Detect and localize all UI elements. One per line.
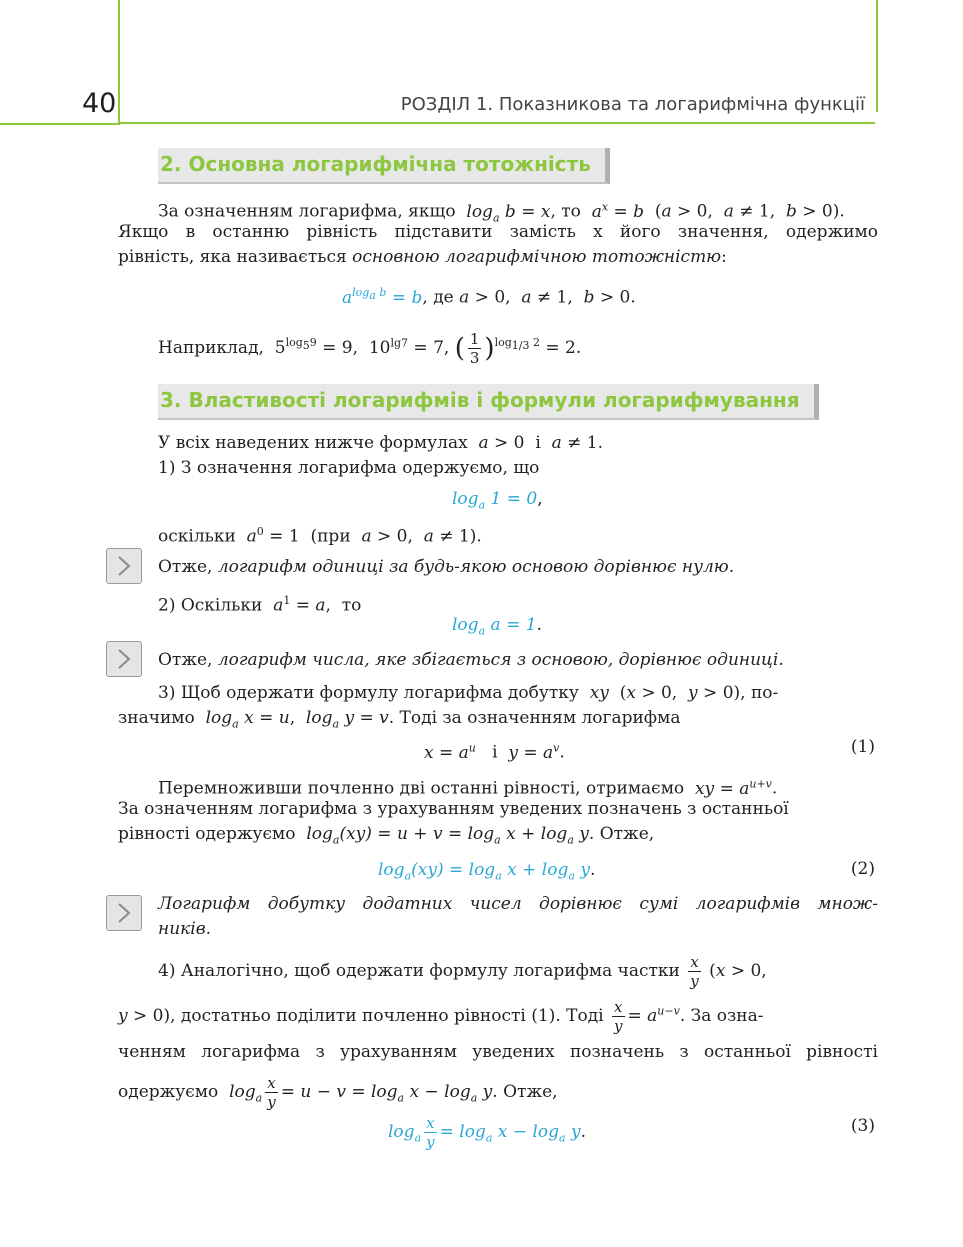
list-item: 2) Оскільки $a^1 = a$, то xyxy=(158,594,362,616)
rule-marker-icon xyxy=(106,548,142,584)
rule-marker-icon xyxy=(106,895,142,931)
formula-log-base: $\log_a a = 1$. xyxy=(452,615,542,638)
page-frame-left xyxy=(118,0,120,124)
equation-3: $\log_a$ $\frac{x}{y}$ = $\log_a x - \log_a y$. xyxy=(388,1114,586,1151)
paragraph-line: Перемноживши почленно дві останні рівності, отримаємо xy = $a^{u+v}$. xyxy=(158,777,778,799)
equation-number: (2) xyxy=(850,859,875,879)
equation-1: $x = a^u$ і $y = a^v$. xyxy=(424,741,565,763)
equation-2: $\log_a(xy) = \log_a x + \log_a y$. xyxy=(378,860,596,883)
paragraph-line: ченням логарифма з урахуванням уведених позначень з останньої рівності xyxy=(118,1042,878,1062)
paragraph-line: оскільки $a^0 = 1$ (при a > 0, a ≠ 1). xyxy=(158,525,482,547)
paragraph-line: одержуємо $\log_a$ $\frac{x}{y}$ = $u - v = \log_a x - \log_a y$. Отже, xyxy=(118,1074,558,1111)
paragraph-line: Якщо в останню рівність підставити замість x його значення, одержимо xyxy=(118,222,878,242)
rule-text: Логарифм добутку додатних чисел дорівнює сумі логарифмів множ- xyxy=(158,894,878,914)
page-frame-line xyxy=(0,123,120,125)
equation-number: (1) xyxy=(850,737,875,757)
running-head: РОЗДІЛ 1. Показникова та логарифмічна функції xyxy=(400,94,865,115)
rule-text: Отже, логарифм одиниці за будь-якою основою дорівнює нулю. xyxy=(158,557,735,577)
example-line: Наприклад, $5^{log_59} = 9$, $10^{lg7} = 7$, ( $\frac{1}{3}$ )$^{log_{1/3} 2}$ = 2. xyxy=(158,330,582,367)
paragraph-line: За означенням логарифма, якщо $\log_a b = x$, то $a^x = b$ (a > 0, a ≠ 1, b > 0). xyxy=(158,200,845,225)
formula-log-one: $\log_a 1 = 0$, xyxy=(452,489,543,512)
page-frame-right xyxy=(876,0,878,112)
list-item: 1) З означення логарифма одержуємо, що xyxy=(158,458,540,478)
rule-text: Отже, логарифм числа, яке збігається з основою, дорівнює одиниці. xyxy=(158,650,784,670)
paragraph-line: рівності одержуємо $\log_a(xy) = u + v = \log_a x + \log_a y$. Отже, xyxy=(118,824,655,847)
paragraph-line: y > 0), достатньо поділити почленно рівності (1). Тоді $\frac{x}{y}$ = $a^{u-v}$. За озна- xyxy=(118,998,764,1035)
equation-number: (3) xyxy=(850,1116,875,1136)
paragraph-line: За означенням логарифма з урахуванням уведених позначень з останньої xyxy=(118,799,789,819)
rule-text: ників. xyxy=(158,919,212,939)
list-item: 4) Аналогічно, щоб одержати формулу логарифма частки $\frac{x}{y}$ (x > 0, xyxy=(158,953,767,990)
paragraph-line: У всіх наведених нижче формулах a > 0 і a ≠ 1. xyxy=(158,433,603,453)
rule-marker-icon xyxy=(106,641,142,677)
paragraph-line: рівність, яка називається основною логарифмічною тотожністю: xyxy=(118,247,727,267)
identity-formula: $a^{log_a b} = b$, де a > 0, a ≠ 1, b > 0. xyxy=(342,286,636,308)
section-heading-3: 3. Властивості логарифмів і формули логарифмування xyxy=(158,384,819,420)
paragraph-line: значимо $\log_a x = u$, $\log_a y = v$. Тоді за означенням логарифма xyxy=(118,708,681,731)
page-number: 40 xyxy=(82,88,117,119)
section-heading-2: 2. Основна логарифмічна тотожність xyxy=(158,148,610,184)
list-item: 3) Щоб одержати формулу логарифма добутку xy (x > 0, y > 0), по- xyxy=(158,683,779,703)
page-frame-header-line xyxy=(120,122,875,124)
